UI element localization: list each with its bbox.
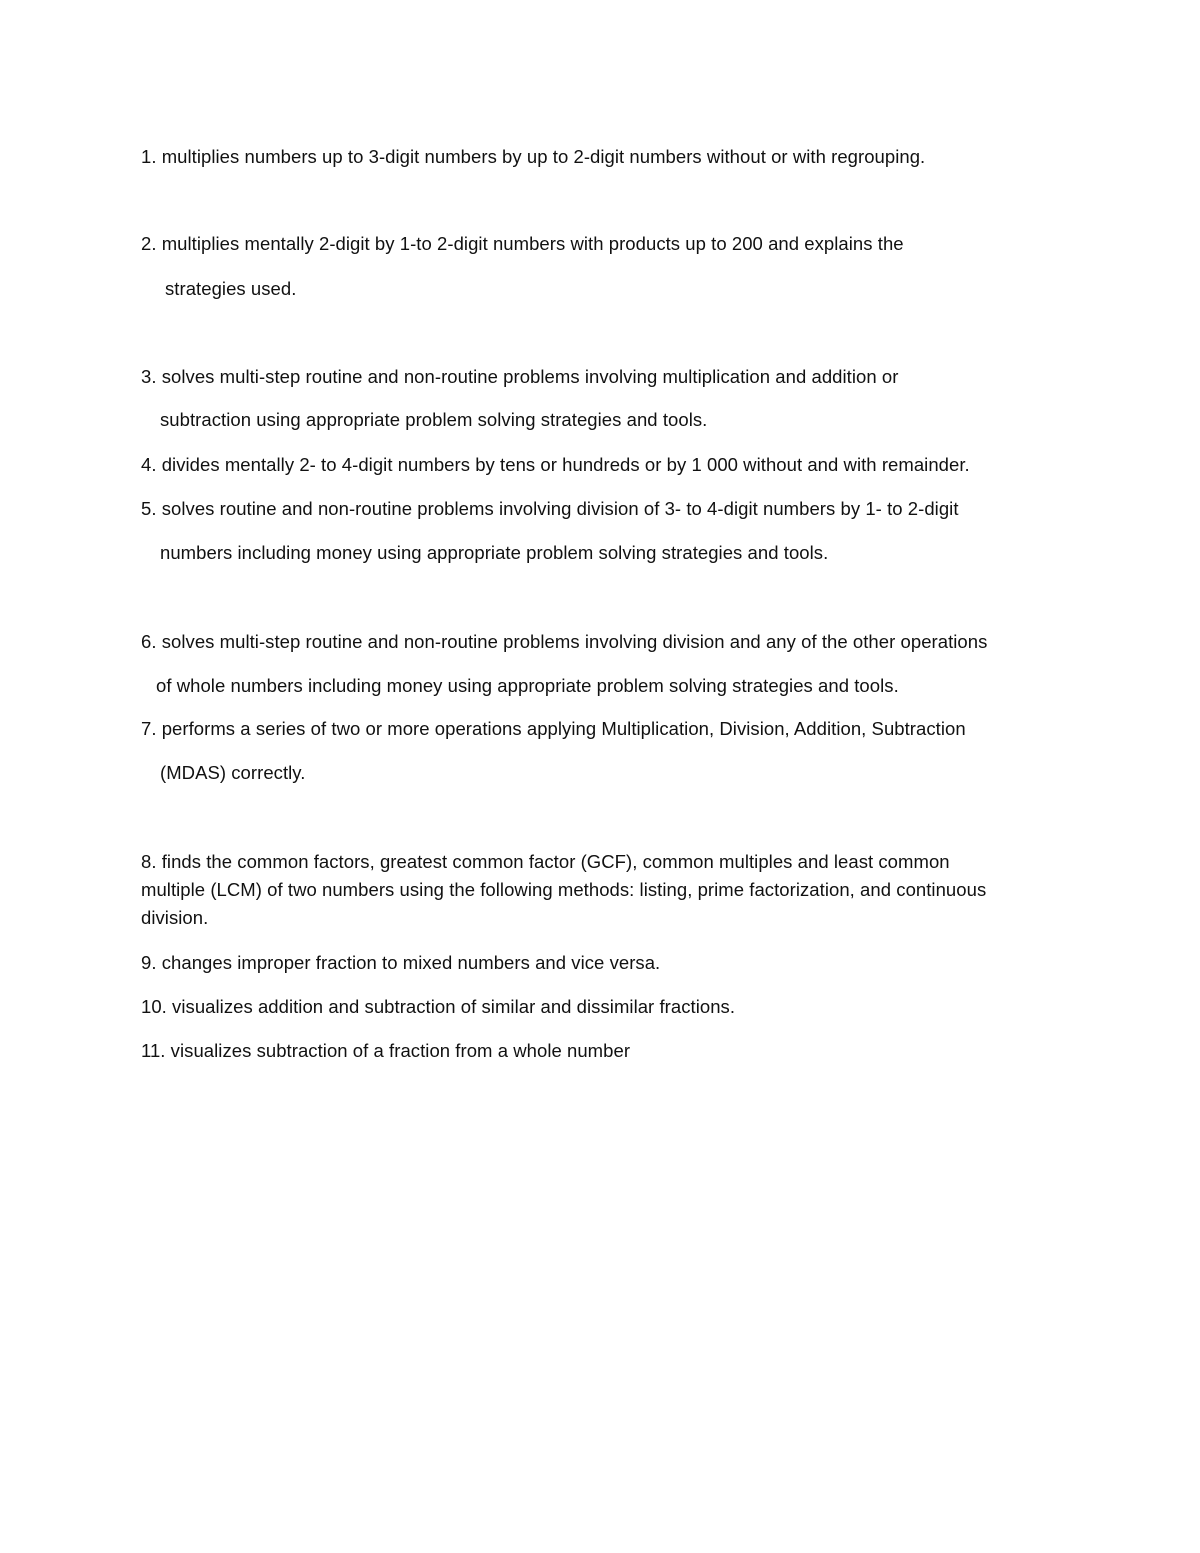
item-7-line-1: 7. performs a series of two or more operations applying Multiplication, Division, Addition, Subtraction bbox=[141, 718, 966, 739]
item-9-line-1: 9. changes improper fraction to mixed numbers and vice versa. bbox=[141, 952, 661, 973]
item-2-line-2: strategies used. bbox=[165, 278, 297, 299]
item-3-line-2: subtraction using appropriate problem solving strategies and tools. bbox=[160, 409, 708, 430]
item-10-line-1: 10. visualizes addition and subtraction of similar and dissimilar fractions. bbox=[141, 996, 736, 1017]
item-6-line-2: of whole numbers including money using appropriate problem solving strategies and tools. bbox=[156, 675, 899, 696]
item-3-line-1: 3. solves multi-step routine and non-routine problems involving multiplication and addition or bbox=[141, 366, 899, 387]
item-2-line-1: 2. multiplies mentally 2-digit by 1-to 2-digit numbers with products up to 200 and explains the bbox=[141, 233, 904, 254]
item-11-line-1: 11. visualizes subtraction of a fraction from a whole number bbox=[141, 1040, 631, 1061]
item-8-line-3: division. bbox=[141, 907, 209, 928]
item-5-line-2: numbers including money using appropriate problem solving strategies and tools. bbox=[160, 542, 829, 563]
item-6-line-1: 6. solves multi-step routine and non-routine problems involving division and any of the other operations bbox=[141, 631, 988, 652]
item-1-line-1: 1. multiplies numbers up to 3-digit numbers by up to 2-digit numbers without or with regrouping. bbox=[141, 146, 926, 167]
item-8-line-1: 8. finds the common factors, greatest common factor (GCF), common multiples and least common bbox=[141, 851, 950, 872]
item-5-line-1: 5. solves routine and non-routine problems involving division of 3- to 4-digit numbers by 1- to 2-digit bbox=[141, 498, 959, 519]
item-8-line-2: multiple (LCM) of two numbers using the following methods: listing, prime factorization, and continuous bbox=[141, 879, 987, 900]
item-7-line-2: (MDAS) correctly. bbox=[160, 762, 306, 783]
item-4-line-1: 4. divides mentally 2- to 4-digit numbers by tens or hundreds or by 1 000 without and with remainder. bbox=[141, 454, 970, 475]
